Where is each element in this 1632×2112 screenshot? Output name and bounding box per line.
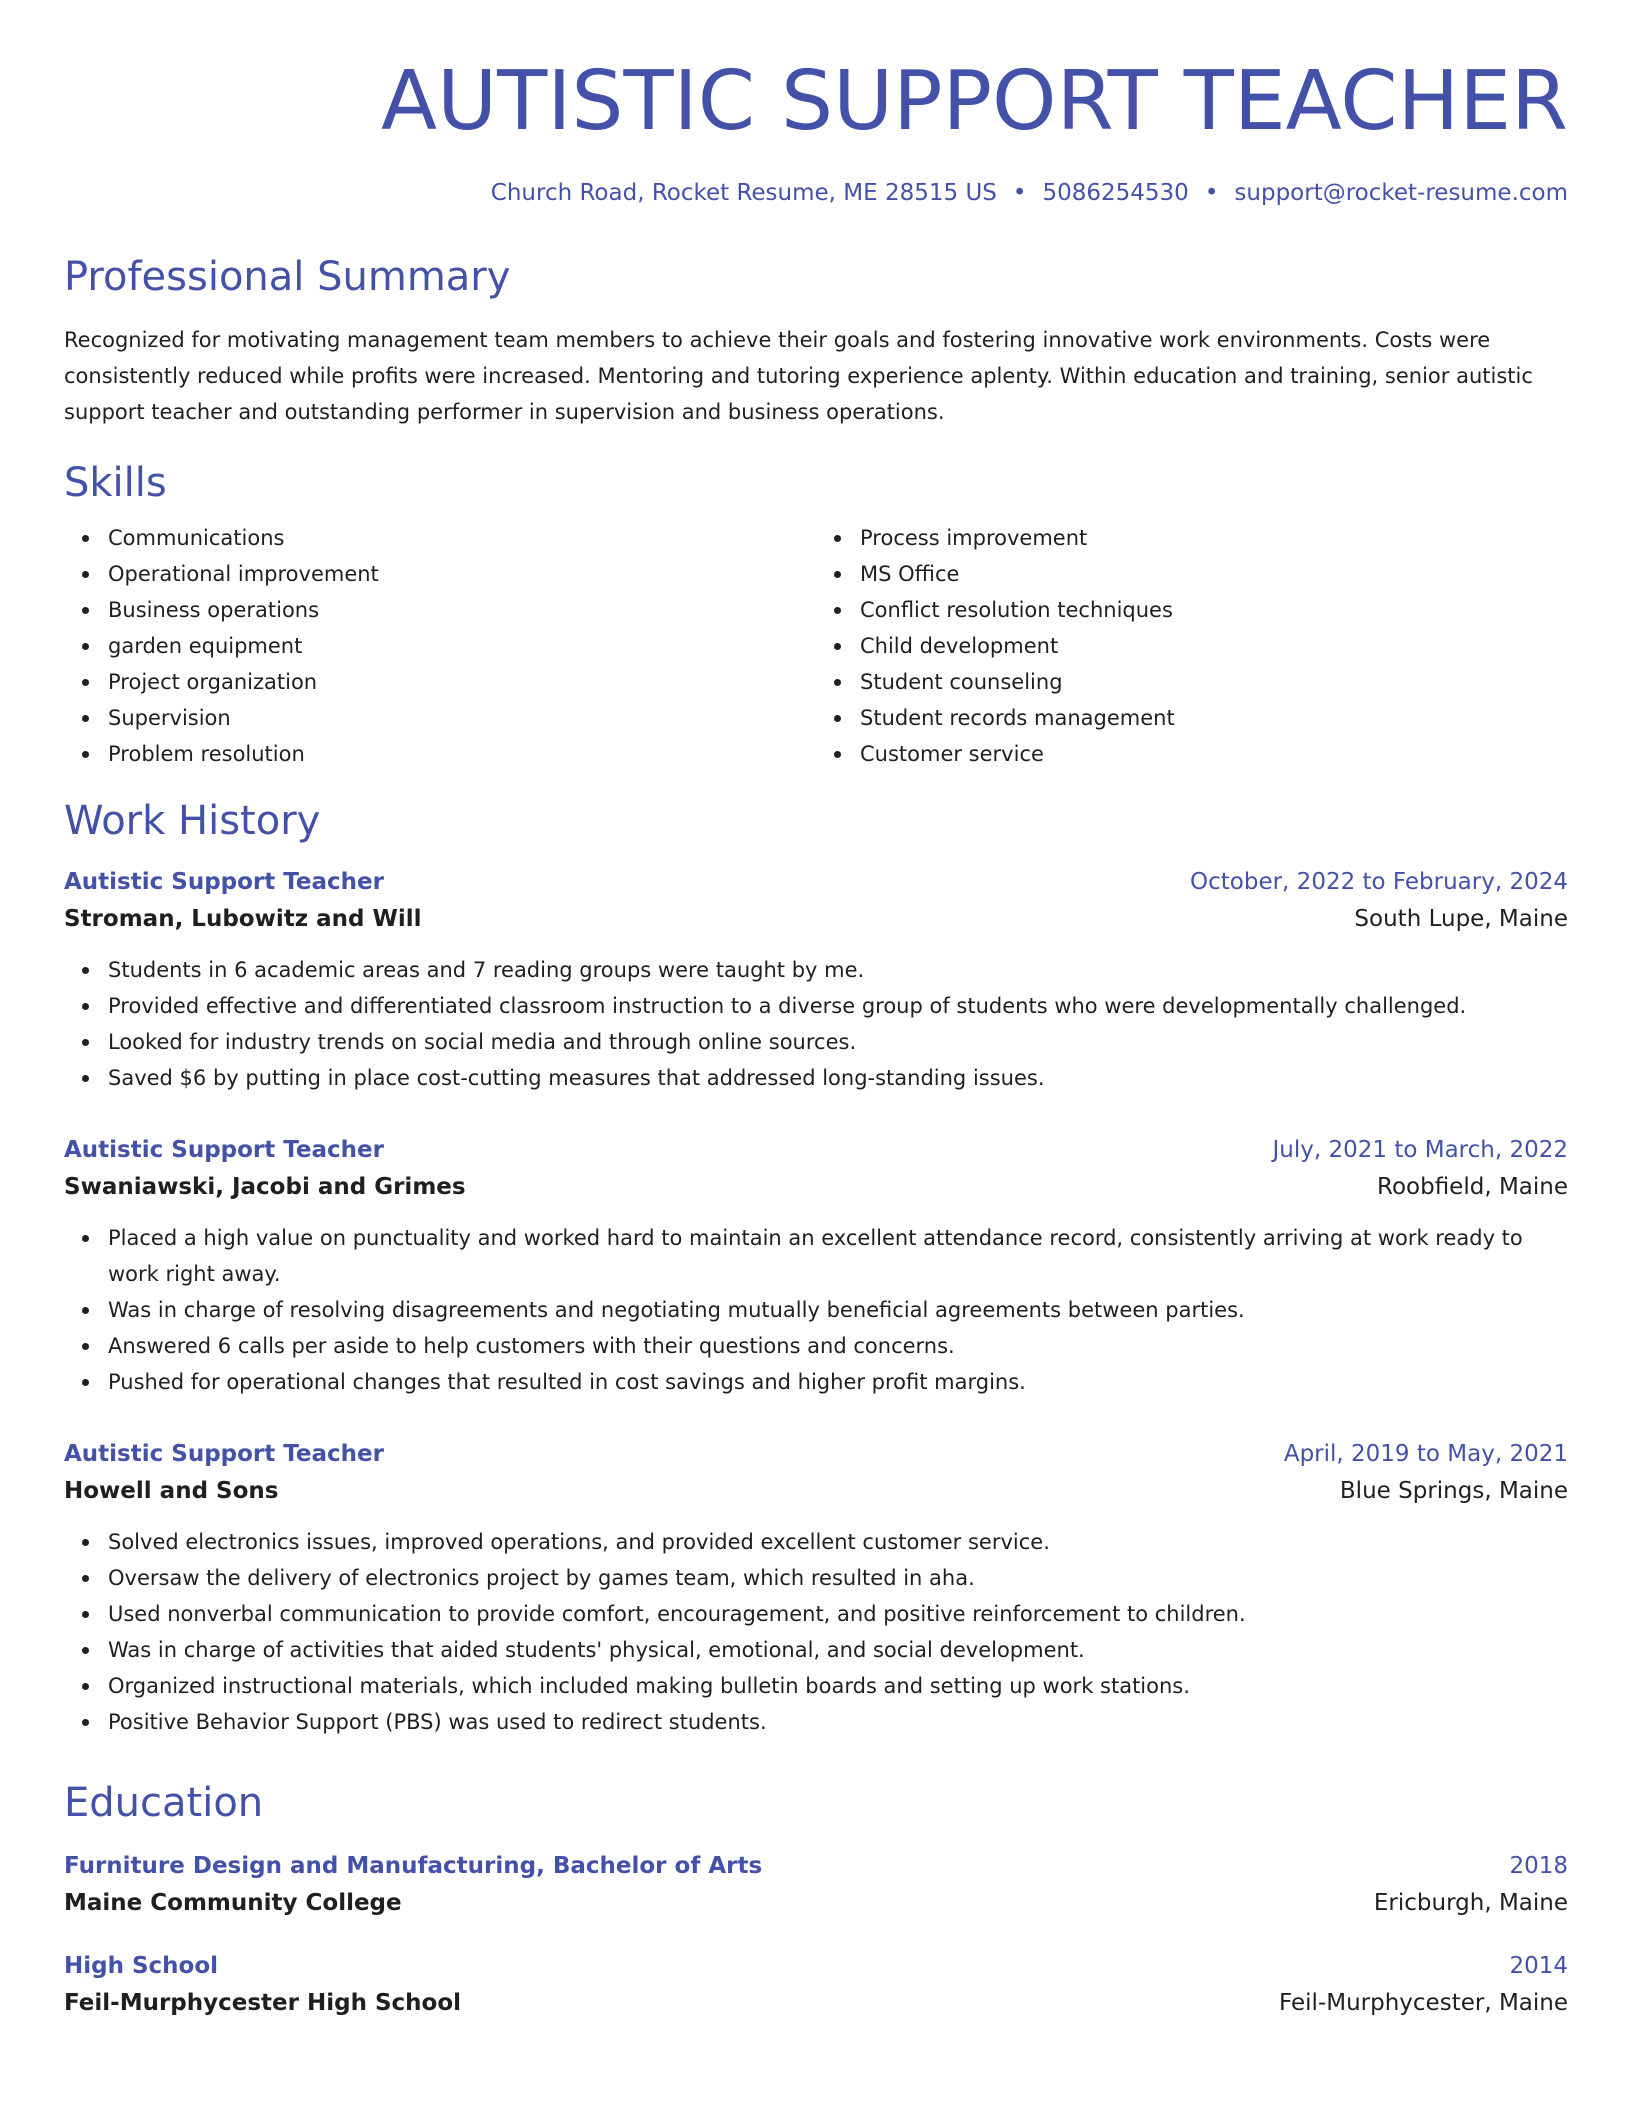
job-bullet: Was in charge of activities that aided students' physical, emotional, and social development.	[108, 1632, 1568, 1668]
contact-address: Church Road, Rocket Resume, ME 28515 US	[490, 180, 997, 206]
job-bullets	[64, 1524, 1568, 1740]
job-dates: April, 2019 to May, 2021	[1283, 1441, 1568, 1467]
skill-item: Project organization	[108, 664, 816, 700]
job-company-row	[64, 900, 1568, 938]
job-entry	[64, 1436, 1568, 1740]
skills-list-left	[64, 520, 816, 772]
education-year: 2018	[1509, 1853, 1568, 1879]
job-header-row	[64, 1132, 1568, 1168]
resume-header	[64, 54, 1568, 208]
job-entry	[64, 1132, 1568, 1400]
work-history-heading: Work History	[64, 798, 321, 844]
education-degree: High School	[64, 1953, 219, 1979]
job-dates: July, 2021 to March, 2022	[1272, 1137, 1568, 1163]
job-location: Roobfield, Maine	[1377, 1174, 1568, 1200]
skill-item: Communications	[108, 520, 816, 556]
job-bullet: Organized instructional materials, which included making bulletin boards and setting up work stations.	[108, 1668, 1568, 1704]
job-bullet: Pushed for operational changes that resulted in cost savings and higher profit margins.	[108, 1364, 1568, 1400]
job-header-row	[64, 1436, 1568, 1472]
job-location: South Lupe, Maine	[1354, 906, 1568, 932]
candidate-title: AUTISTIC SUPPORT TEACHER	[381, 54, 1568, 149]
education-school-row	[64, 1984, 1568, 2022]
skill-item: Child development	[860, 628, 1568, 664]
job-bullet: Used nonverbal communication to provide comfort, encouragement, and positive reinforcement to children.	[108, 1596, 1568, 1632]
education-location: Ericburgh, Maine	[1373, 1890, 1568, 1916]
education-school: Maine Community College	[64, 1890, 402, 1916]
job-company: Howell and Sons	[64, 1478, 279, 1504]
skills-heading: Skills	[64, 460, 167, 506]
job-bullets	[64, 1220, 1568, 1400]
skill-item: Student counseling	[860, 664, 1568, 700]
education-location: Feil-Murphycester, Maine	[1279, 1990, 1568, 2016]
job-bullet: Positive Behavior Support (PBS) was used to redirect students.	[108, 1704, 1568, 1740]
skill-item: Problem resolution	[108, 736, 816, 772]
job-bullet: Looked for industry trends on social media and through online sources.	[108, 1024, 1568, 1060]
contact-line	[64, 178, 1568, 208]
job-title: Autistic Support Teacher	[64, 1137, 384, 1163]
job-title: Autistic Support Teacher	[64, 869, 384, 895]
education-year: 2014	[1509, 1953, 1568, 1979]
skill-item: Supervision	[108, 700, 816, 736]
skills-list-right	[816, 520, 1568, 772]
job-bullet: Was in charge of resolving disagreements and negotiating mutually beneficial agreements between parties.	[108, 1292, 1568, 1328]
job-bullet: Solved electronics issues, improved operations, and provided excellent customer service.	[108, 1524, 1568, 1560]
contact-separator: •	[1204, 180, 1219, 206]
job-bullet: Students in 6 academic areas and 7 reading groups were taught by me.	[108, 952, 1568, 988]
contact-email: support@rocket-resume.com	[1234, 180, 1568, 206]
job-header-row	[64, 864, 1568, 900]
skill-item: garden equipment	[108, 628, 816, 664]
job-bullet: Oversaw the delivery of electronics project by games team, which resulted in aha.	[108, 1560, 1568, 1596]
job-dates: October, 2022 to February, 2024	[1190, 869, 1568, 895]
job-bullet: Answered 6 calls per aside to help customers with their questions and concerns.	[108, 1328, 1568, 1364]
summary-text: Recognized for motivating management team members to achieve their goals and fostering innovative work environments. Costs were consistently reduced while profits were increased. Mentoring and tutoring experience aplenty. Within education and training, senior autistic support teacher and outstanding performer in supervision and business operations.	[64, 328, 1533, 424]
job-bullet: Provided effective and differentiated classroom instruction to a diverse group of students who were developmentally challenged.	[108, 988, 1568, 1024]
education-school-row	[64, 1884, 1568, 1922]
education-header-row	[64, 1848, 1568, 1884]
job-bullet: Placed a high value on punctuality and worked hard to maintain an excellent attendance record, consistently arriving at work ready to work right away.	[108, 1220, 1568, 1292]
education-degree: Furniture Design and Manufacturing, Bachelor of Arts	[64, 1853, 763, 1879]
job-company-row	[64, 1472, 1568, 1510]
skill-item: Business operations	[108, 592, 816, 628]
job-company: Swaniawski, Jacobi and Grimes	[64, 1174, 466, 1200]
job-title: Autistic Support Teacher	[64, 1441, 384, 1467]
contact-phone: 5086254530	[1042, 180, 1189, 206]
skill-item: Conflict resolution techniques	[860, 592, 1568, 628]
contact-separator: •	[1012, 180, 1027, 206]
skill-item: Customer service	[860, 736, 1568, 772]
skill-item: MS Office	[860, 556, 1568, 592]
job-bullet: Saved $6 by putting in place cost-cutting measures that addressed long-standing issues.	[108, 1060, 1568, 1096]
education-entry	[64, 1848, 1568, 1922]
job-bullets	[64, 952, 1568, 1096]
summary-heading: Professional Summary	[64, 254, 511, 300]
job-company: Stroman, Lubowitz and Will	[64, 906, 422, 932]
education-school: Feil-Murphycester High School	[64, 1990, 462, 2016]
skill-item: Operational improvement	[108, 556, 816, 592]
skills-columns	[64, 520, 1568, 772]
job-entry	[64, 864, 1568, 1096]
education-heading: Education	[64, 1780, 264, 1826]
job-location: Blue Springs, Maine	[1339, 1478, 1568, 1504]
education-entry	[64, 1948, 1568, 2022]
skill-item: Process improvement	[860, 520, 1568, 556]
job-company-row	[64, 1168, 1568, 1206]
education-header-row	[64, 1948, 1568, 1984]
skill-item: Student records management	[860, 700, 1568, 736]
